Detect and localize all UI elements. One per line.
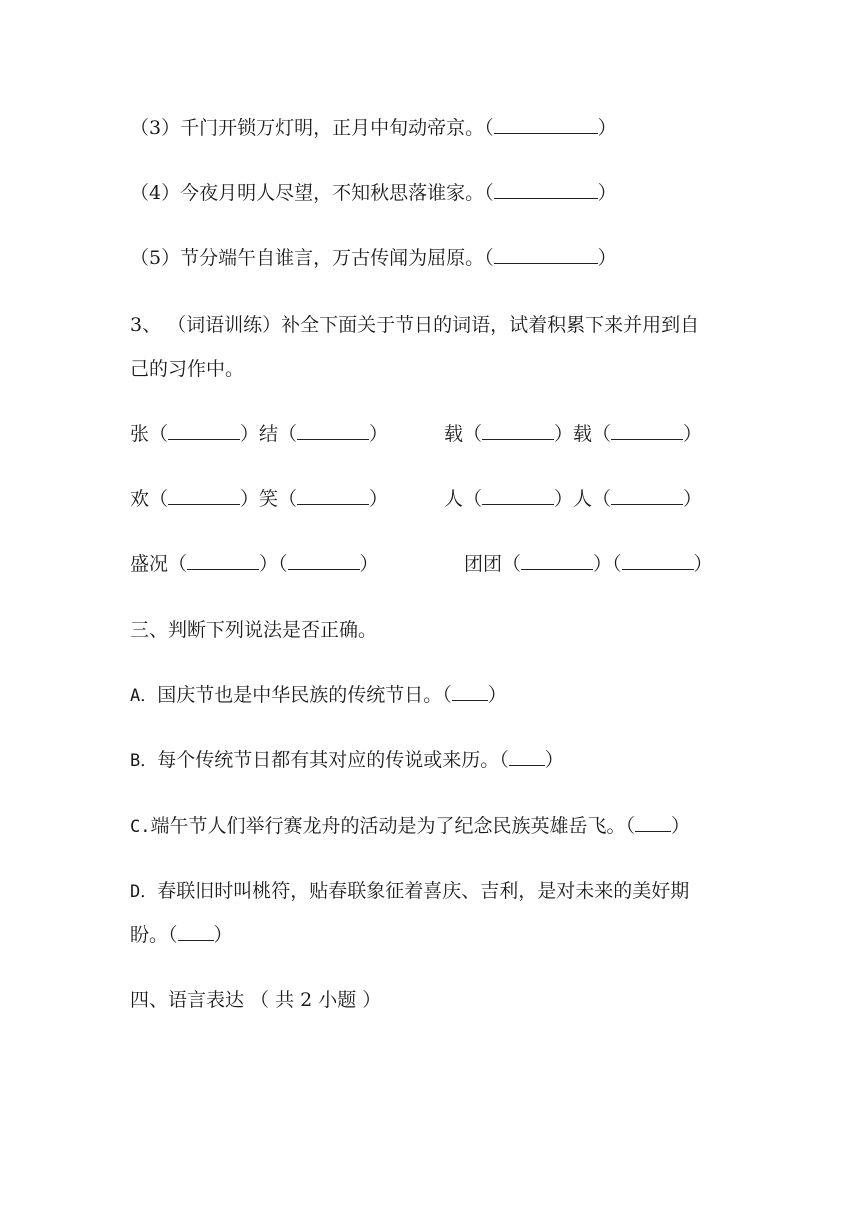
item-text: 国庆节也是中华民族的传统节日。（ — [157, 684, 452, 706]
item-text: 春联旧时叫桃符，贴春联象征着喜庆、吉利，是对未来的美好期 — [157, 880, 690, 902]
word-text: ） — [693, 553, 713, 575]
poem-text: 节分端午自谁言，万古传闻为屈原。（ — [180, 247, 494, 269]
bracket-close: ） — [213, 924, 233, 946]
bracket-close: ） — [671, 815, 691, 837]
answer-blank[interactable] — [622, 552, 694, 570]
word-text: ） — [359, 553, 379, 575]
item-label: A． — [130, 686, 158, 706]
poem-text: 千门开锁万灯明，正月中旬动帝京。（ — [180, 117, 494, 139]
word-text: ） — [369, 423, 389, 445]
answer-blank[interactable] — [611, 487, 683, 505]
answer-blank[interactable] — [178, 923, 214, 941]
word-row3-right — [464, 552, 713, 576]
poem-line-3 — [130, 116, 617, 140]
answer-blank[interactable] — [297, 487, 369, 505]
answer-blank[interactable] — [482, 487, 554, 505]
item-label: D． — [130, 882, 158, 902]
word-row1-left — [130, 422, 388, 446]
word-text: 张（ — [130, 423, 169, 445]
answer-blank[interactable] — [187, 552, 259, 570]
word-text: ）笑（ — [240, 488, 298, 510]
word-text: ）（ — [593, 553, 622, 575]
bracket-close: ） — [597, 182, 617, 204]
word-text: ） — [683, 488, 703, 510]
word-text: 盛况（ — [130, 553, 188, 575]
word-text: 载（ — [444, 423, 483, 445]
word-text: ）结（ — [240, 423, 298, 445]
word-text: ） — [369, 488, 389, 510]
answer-blank[interactable] — [288, 552, 360, 570]
question-3-line1: 3、 （词语训练）补全下面关于节日的词语，试着积累下来并用到自 — [130, 314, 700, 336]
word-row2-left — [130, 487, 388, 511]
poem-text: 今夜月明人尽望，不知秋思落谁家。（ — [180, 182, 494, 204]
word-row2-right — [444, 487, 702, 511]
item-text: 盼。（ — [130, 924, 178, 946]
section-4-title: 四、语言表达 （ 共 2 小题 ） — [130, 989, 382, 1011]
poem-line-5 — [130, 246, 617, 270]
answer-blank[interactable] — [611, 422, 683, 440]
bracket-close: ） — [597, 247, 617, 269]
judge-item-a — [130, 683, 507, 708]
poem-number: （5） — [130, 247, 181, 269]
answer-blank[interactable] — [494, 181, 598, 199]
answer-blank[interactable] — [635, 814, 671, 832]
word-text: 欢（ — [130, 488, 169, 510]
judge-item-d-cont — [130, 923, 233, 947]
judge-item-b — [130, 748, 564, 773]
word-text: ） — [683, 423, 703, 445]
answer-blank[interactable] — [297, 422, 369, 440]
section-3-title: 三、判断下列说法是否正确。 — [130, 619, 378, 641]
word-row3-left — [130, 552, 379, 576]
word-text: ）（ — [259, 553, 288, 575]
bracket-close: ） — [544, 749, 564, 771]
word-row1-right — [444, 422, 702, 446]
item-label: B． — [130, 751, 158, 771]
judge-item-d — [130, 879, 689, 904]
bracket-close: ） — [487, 684, 507, 706]
answer-blank[interactable] — [521, 552, 593, 570]
item-text: 端午节人们举行赛龙舟的活动是为了纪念民族英雄岳飞。（ — [150, 815, 635, 837]
judge-item-c — [130, 814, 690, 839]
question-3-line2: 己的习作中。 — [130, 358, 245, 380]
answer-blank[interactable] — [168, 487, 240, 505]
answer-blank[interactable] — [509, 748, 545, 766]
answer-blank[interactable] — [482, 422, 554, 440]
poem-line-4 — [130, 181, 617, 205]
item-label: C. — [130, 817, 151, 837]
answer-blank[interactable] — [452, 683, 488, 701]
word-text: 人（ — [444, 488, 483, 510]
word-text: ）人（ — [554, 488, 612, 510]
answer-blank[interactable] — [494, 246, 598, 264]
poem-number: （3） — [130, 117, 181, 139]
bracket-close: ） — [597, 117, 617, 139]
answer-blank[interactable] — [168, 422, 240, 440]
word-text: ）载（ — [554, 423, 612, 445]
word-text: 团团（ — [464, 553, 522, 575]
poem-number: （4） — [130, 182, 181, 204]
item-text: 每个传统节日都有其对应的传说或来历。（ — [157, 749, 509, 771]
answer-blank[interactable] — [494, 116, 598, 134]
